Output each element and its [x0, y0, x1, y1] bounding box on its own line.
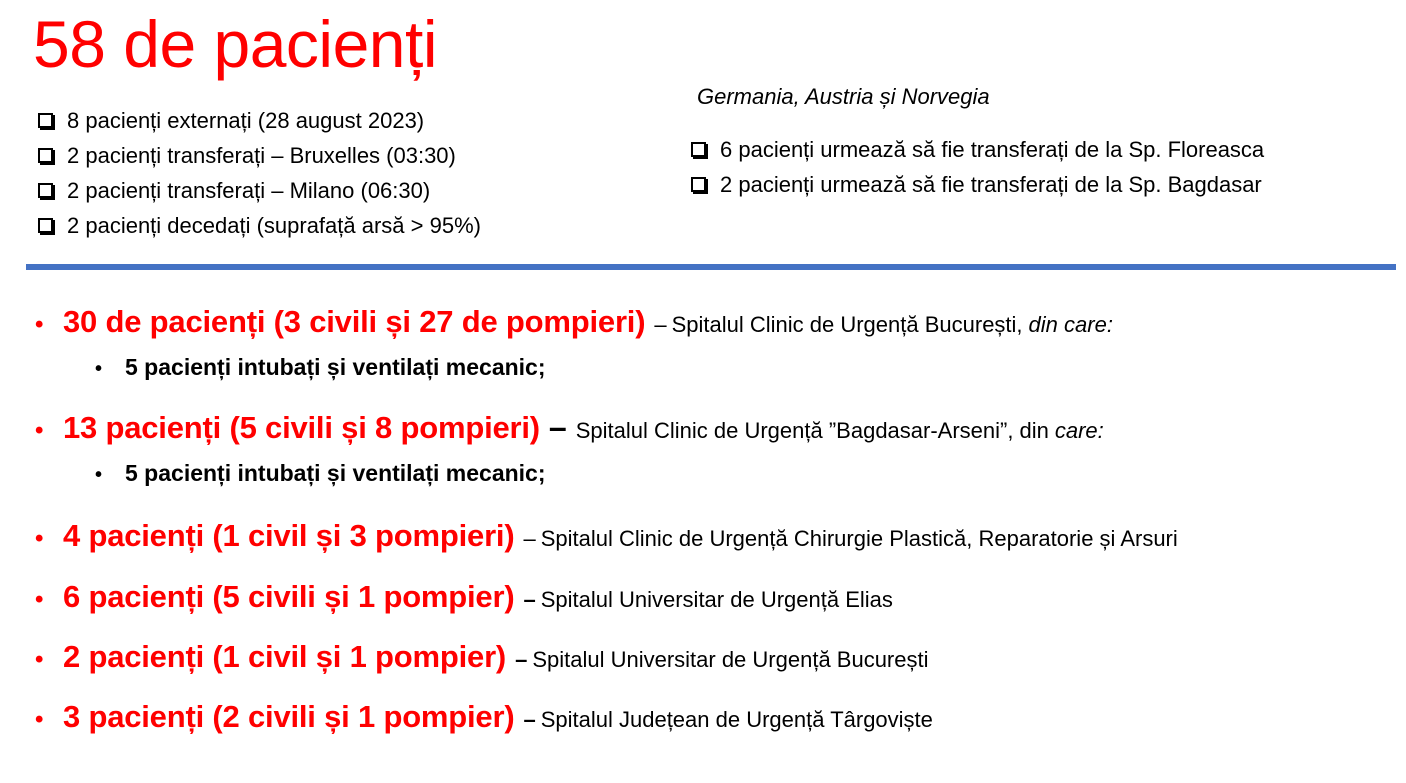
sub-bullet-icon: •: [95, 464, 103, 486]
hospital-entry: [35, 579, 893, 615]
countries-heading: Germania, Austria și Norvegia: [697, 84, 990, 109]
status-item-text: 2 pacienți transferați – Milano (06:30): [67, 177, 431, 203]
hospital-name: Spitalul Clinic de Urgență ”Bagdasar-Arseni”,: [575, 418, 1014, 443]
bullet-icon: •: [35, 586, 44, 613]
transfer-item-text: 2 pacienți urmează să fie transferați de la Sp. Bagdasar: [720, 171, 1262, 197]
transfer-item: [688, 132, 1264, 167]
patient-count: 4 pacienți (1 civil și 3 pompieri): [63, 518, 515, 553]
status-item: [35, 173, 481, 208]
checkbox-icon: [38, 218, 53, 233]
status-item: [35, 208, 481, 243]
page-title: 58 de pacienți: [33, 7, 437, 81]
hospital-entry: [35, 699, 933, 735]
dash: –: [548, 409, 567, 445]
patient-count: 30 de pacienți (3 civili și 27 de pompieri): [63, 304, 646, 339]
checkbox-icon: [691, 142, 706, 157]
section-divider: [26, 264, 1396, 270]
status-item-text: 2 pacienți transferați – Bruxelles (03:30): [67, 142, 456, 168]
right-transfer-list: [688, 132, 1264, 202]
dash: –: [523, 587, 536, 612]
status-item-text: 8 pacienți externați (28 august 2023): [67, 107, 425, 133]
dash: –: [654, 312, 667, 337]
hospital-entry: [35, 639, 929, 675]
bullet-icon: •: [35, 646, 44, 673]
hospital-name: Spitalul Universitar de Urgență Elias: [540, 587, 893, 612]
checkbox-icon: [38, 113, 53, 128]
patient-count: 2 pacienți (1 civil și 1 pompier): [63, 639, 507, 674]
left-status-list: [35, 103, 481, 243]
status-item-text: 2 pacienți decedați (suprafață arsă > 95%): [67, 212, 481, 238]
hospital-name: Spitalul Județean de Urgență Târgoviște: [540, 707, 933, 732]
hospital-name: Spitalul Clinic de Urgență București,: [671, 312, 1023, 337]
patient-count: 6 pacienți (5 civili și 1 pompier): [63, 579, 515, 614]
patient-count: 13 pacienți (5 civili și 8 pompieri): [63, 410, 540, 445]
bullet-icon: •: [35, 311, 44, 338]
hospital-suffix: care:: [1054, 418, 1104, 443]
hospital-suffix-plain: din: [1019, 418, 1049, 443]
hospital-name: Spitalul Clinic de Urgență Chirurgie Plastică, Reparatorie și Arsuri: [540, 526, 1178, 551]
bullet-icon: •: [35, 525, 44, 552]
status-item: [35, 103, 481, 138]
sub-item-text: 5 pacienți intubați și ventilați mecanic;: [125, 460, 546, 486]
transfer-item-text: 6 pacienți urmează să fie transferați de la Sp. Floreasca: [720, 136, 1265, 162]
bullet-icon: •: [35, 417, 44, 444]
patient-count: 3 pacienți (2 civili și 1 pompier): [63, 699, 515, 734]
sub-item: [95, 460, 1104, 487]
hospital-entry: [35, 518, 1178, 554]
sub-item: [95, 354, 1113, 381]
checkbox-icon: [38, 148, 53, 163]
dash: –: [523, 526, 536, 551]
hospital-name: Spitalul Universitar de Urgență București: [532, 647, 929, 672]
dash: –: [523, 707, 536, 732]
hospital-entry: [35, 304, 1113, 381]
sub-item-text: 5 pacienți intubați și ventilați mecanic;: [125, 354, 546, 380]
checkbox-icon: [691, 177, 706, 192]
sub-bullet-icon: •: [95, 358, 103, 380]
dash: –: [515, 647, 528, 672]
hospital-suffix: din care:: [1028, 312, 1113, 337]
transfer-item: [688, 167, 1264, 202]
status-item: [35, 138, 481, 173]
bullet-icon: •: [35, 706, 44, 733]
hospital-entry: [35, 409, 1104, 487]
checkbox-icon: [38, 183, 53, 198]
